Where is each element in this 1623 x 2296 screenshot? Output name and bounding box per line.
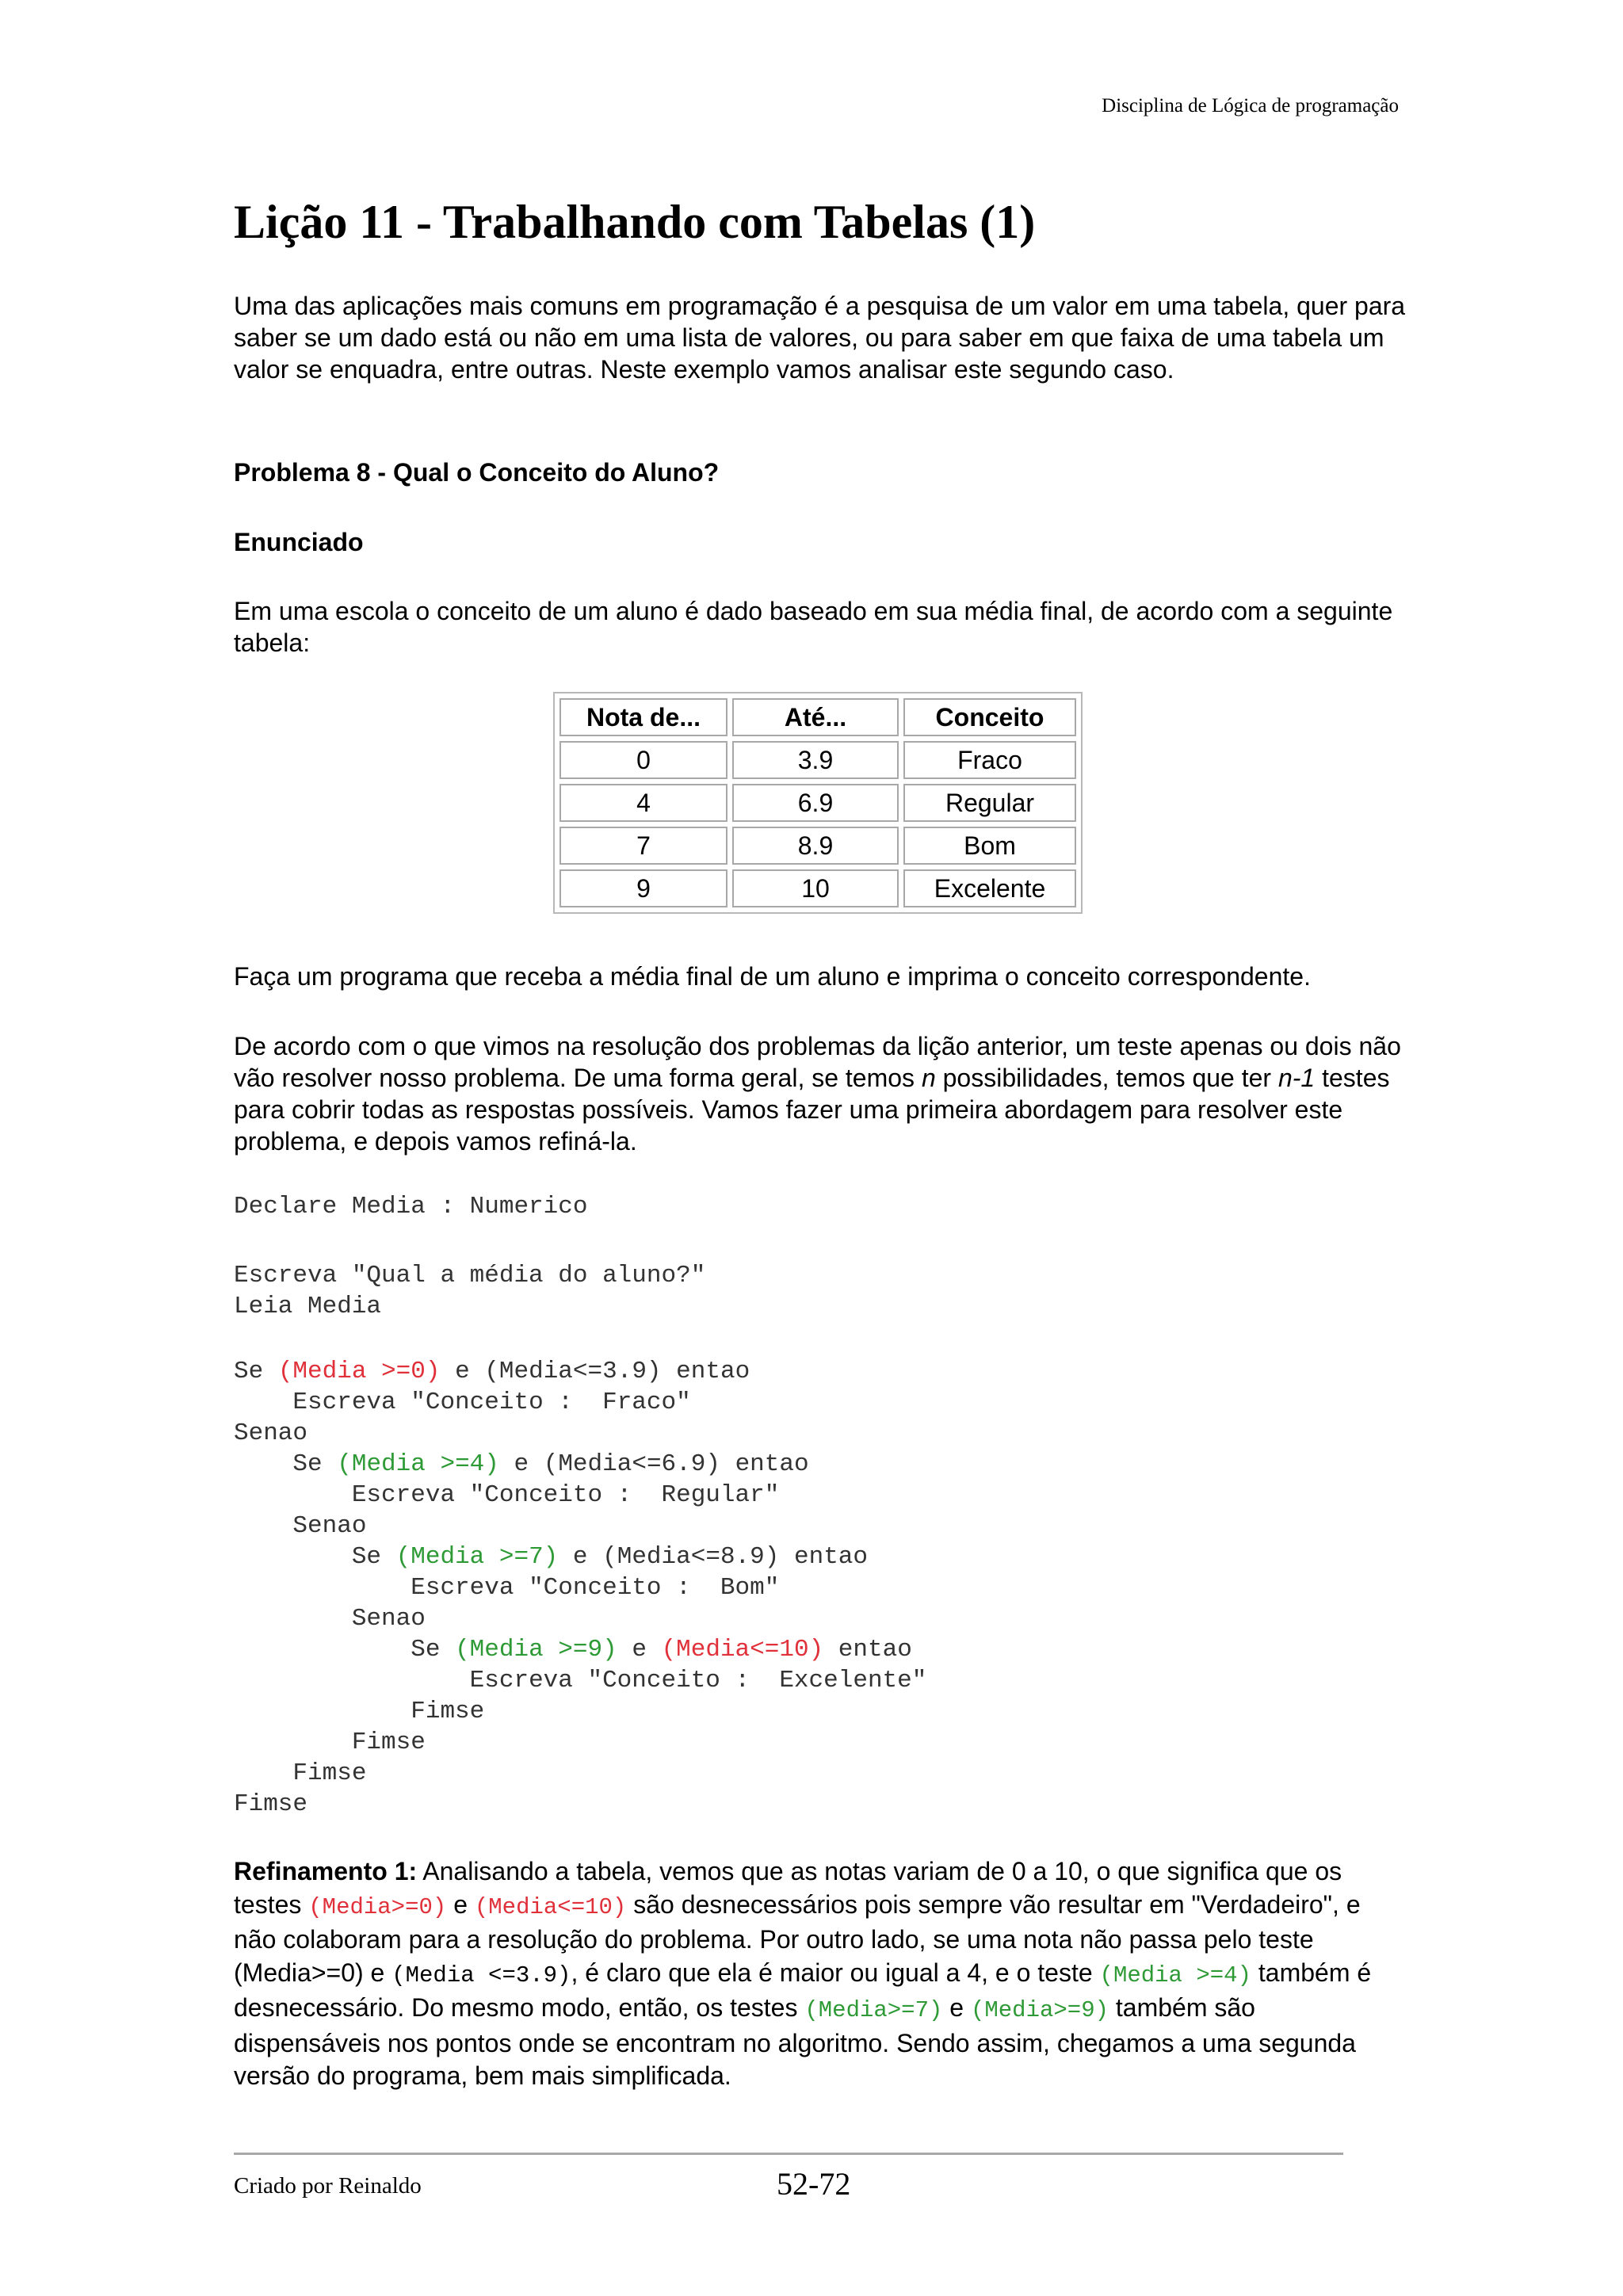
table-cell: 8.9: [732, 827, 899, 865]
code-line: Escreva "Qual a média do aluno?": [234, 1262, 706, 1289]
table-header-cell: Até...: [732, 698, 899, 736]
code-block-io: [234, 1260, 705, 1322]
page-number: 52-72: [777, 2166, 851, 2202]
table-header-cell: Conceito: [903, 698, 1076, 736]
table-cell: Regular: [903, 784, 1076, 822]
table-cell: 7: [559, 827, 727, 865]
table-cell: 10: [732, 869, 899, 907]
code-line: Leia Media: [234, 1293, 382, 1320]
code-declare: Declare Media : Numerico: [234, 1193, 588, 1221]
table-row: [559, 869, 1076, 907]
analysis-paragraph: De acordo com o que vimos na resolução dos problemas da lição anterior, um teste apenas ou dois não vão resolver nosso problema. De uma forma geral, se temos n possibilidades, temos que ter n-1 testes para cobrir todas as respostas possíveis. Vamos fazer uma primeira abordagem para resolver este problema, e depois vamos refiná-la.: [234, 1032, 1401, 1156]
table-cell: Bom: [903, 827, 1076, 865]
intro-paragraph: Uma das aplicações mais comuns em programação é a pesquisa de um valor em uma tabela, quer para saber se um dado está ou não em uma lista de valores, ou para saber em que faixa de uma tabela um valor se enquadra, entre outras. Neste exemplo vamos analisar este segundo caso.: [234, 292, 1406, 384]
table-cell: 0: [559, 741, 727, 779]
table-cell: 6.9: [732, 784, 899, 822]
table-cell: 3.9: [732, 741, 899, 779]
problem-heading: Problema 8 - Qual o Conceito do Aluno?: [234, 458, 720, 487]
table-cell: Fraco: [903, 741, 1076, 779]
code-block-conditions: Se (Media >=0) e (Media<=3.9) entao Escreva "Conceito : Fraco" Senao Se (Media >=4) e (Media<=6.9) entao Escreva "Conceito : Regular" Senao Se (Media >=7) e (Media<=8.9) entao Escreva "Conceito : Bom" Senao Se (Media >=9) e (Media<=10) entao Escreva "Conceito : Excelente" Fimse Fimse Fimse Fimse: [234, 1358, 927, 1818]
refinement-paragraph: Refinamento 1: Analisando a tabela, vemos que as notas variam de 0 a 10, o que significa que os testes (Media>=0) e (Media<=10) são desnecessários pois sempre vão resultar em "Verdadeiro", e não colaboram para a resolução do problema. Por outro lado, se uma nota não passa pelo teste (Media>=0) e (Media <=3.9), é claro que ela é maior ou igual a 4, e o teste (Media >=4) também é desnecessário. Do mesmo modo, então, os testes (Media>=7) e (Media>=9) também são dispensáveis nos pontos onde se encontram no algoritmo. Sendo assim, chegamos a uma segunda versão do programa, bem mais simplificada.: [234, 1857, 1372, 2090]
refinement-label: Refinamento 1:: [234, 1857, 418, 1885]
table-cell: 9: [559, 869, 727, 907]
footer-author: Criado por Reinaldo: [234, 2173, 422, 2199]
table-row: [559, 784, 1076, 822]
footer-divider: [234, 2153, 1343, 2155]
table-row: [559, 827, 1076, 865]
task-paragraph: Faça um programa que receba a média final de um aluno e imprima o conceito correspondente.: [234, 962, 1311, 991]
statement-paragraph: Em uma escola o conceito de um aluno é dado baseado em sua média final, de acordo com a seguinte tabela:: [234, 597, 1393, 657]
table-cell: Excelente: [903, 869, 1076, 907]
table-cell: 4: [559, 784, 727, 822]
grades-table: [553, 692, 1083, 914]
table-header-row: [559, 698, 1076, 736]
statement-heading: Enunciado: [234, 528, 364, 556]
table-row: [559, 741, 1076, 779]
page-title: Lição 11 - Trabalhando com Tabelas (1): [234, 196, 1036, 248]
page-header: Disciplina de Lógica de programação: [1102, 95, 1399, 117]
table-header-cell: Nota de...: [559, 698, 727, 736]
